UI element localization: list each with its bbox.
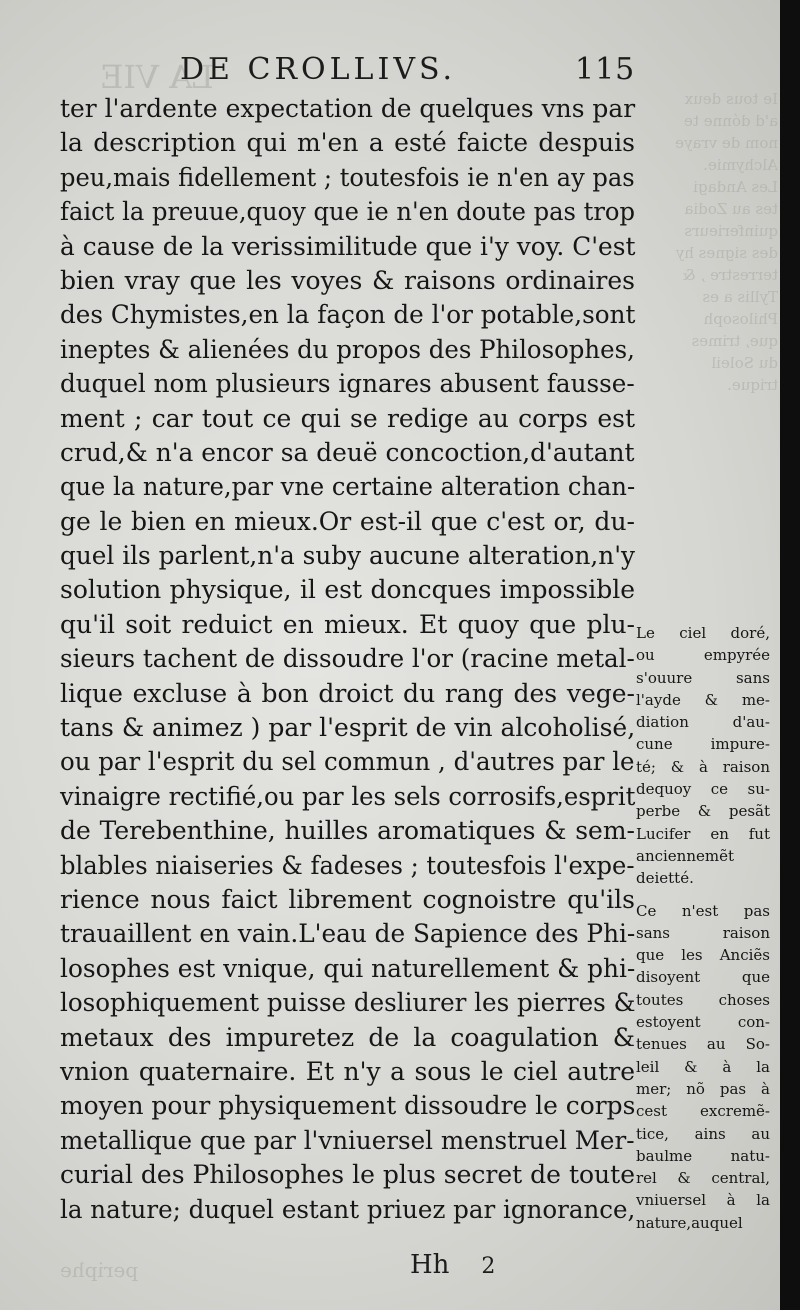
text-line: ter l'ardente expectation de quelques vns par <box>60 94 636 123</box>
text-line: metaux des impuretez de la coagulation & <box>60 1022 635 1052</box>
margin-note-line: Ce n'est pas <box>636 901 770 920</box>
margin-note-line: nature,auquel <box>636 1213 743 1232</box>
text-line: sieurs tachent de dissoudre l'or (racine metal- <box>60 644 635 674</box>
text-line: tans & animez ) par l'esprit de vin alcoholisé, <box>60 713 636 743</box>
text-line: vnion quaternaire. Et n'y a sous le ciel autre <box>60 1056 635 1086</box>
text-line: ineptes & alienées du propos des Philosophes, <box>60 334 635 364</box>
margin-note-line: mer; nõ pas à <box>636 1079 770 1098</box>
margin-note-line: s'ouure sans <box>636 668 770 687</box>
margin-note-line: cune impure- <box>636 735 770 754</box>
page-number: 115 <box>575 52 636 87</box>
margin-note-line: deietté. <box>636 869 694 888</box>
text-line: losophiquement puisse desliurer les pierres & <box>60 988 636 1018</box>
margin-note-line: que les Anciẽs <box>636 946 770 965</box>
text-line: blables niaiseries & fadeses ; toutesfois l'expe- <box>60 850 635 880</box>
text-line: rience nous faict librement cognoistre qu'ils <box>60 884 635 914</box>
running-header <box>180 52 636 87</box>
margin-note-line: anciennemẽt <box>636 846 735 865</box>
text-line: lique excluse à bon droict du rang des vege- <box>60 678 635 708</box>
margin-note-line: baulme natu- <box>636 1146 770 1165</box>
margin-note-line: vniuersel à la <box>636 1191 770 1210</box>
margin-note <box>636 900 770 1234</box>
margin-note <box>636 622 770 890</box>
margin-note-line: sans raison <box>636 923 770 942</box>
margin-note-line: perbe & pesãt <box>636 802 770 821</box>
text-line: moyen pour physiquement dissoudre le corps <box>60 1091 636 1121</box>
show-through-heading: LA VIE <box>100 58 214 96</box>
show-through-text: Ie tous deux a'd dónne te nom de vraye Alchymie. Les Andagi tes au Zodia quinferieurs des signes hy terrestre , & Tyllis a es Philosoph que, trimes du Soleil trique. <box>675 90 778 394</box>
text-line: ment ; car tout ce qui se redige au corps est <box>60 403 635 433</box>
text-line: curial des Philosophes le plus secret de toute <box>60 1160 635 1190</box>
margin-note-line: Le ciel doré, <box>636 624 770 642</box>
margin-note-line: estoyent con- <box>636 1013 770 1032</box>
text-line: peu,mais fidellement ; toutesfois ie n'en ay pas <box>60 162 635 192</box>
margin-note-line: rel & central, <box>636 1169 770 1188</box>
header-title: DE CROLLIVS. <box>180 52 457 87</box>
margin-note-line: diation d'au- <box>636 713 770 732</box>
text-line: qu'il soit reduict en mieux. Et quoy que plu- <box>60 609 635 639</box>
text-line: de Terebenthine, huilles aromatiques & sem- <box>60 816 635 846</box>
text-line: vinaigre rectifié,ou par les sels corrosifs,esprit <box>60 781 636 811</box>
margin-note-line: ou empyrée <box>636 646 770 665</box>
text-line: bien vray que les voyes & raisons ordinaires <box>60 265 635 295</box>
margin-note-line: dequoy ce su- <box>636 780 770 799</box>
margin-note-line: leil & à la <box>636 1057 770 1076</box>
main-text-block <box>60 92 635 1227</box>
page-edge-shadow <box>780 0 800 1310</box>
margin-note-line: tice, ains au <box>636 1124 770 1143</box>
margin-note-line: té; & à raison <box>636 757 770 776</box>
signature-number: 2 <box>481 1254 496 1279</box>
text-line: trauaillent en vain.L'eau de Sapience des Phi- <box>60 919 636 949</box>
text-line: metallique que par l'vniuersel menstruel Mer- <box>60 1125 635 1155</box>
margin-note-line: l'ayde & me- <box>636 690 770 709</box>
signature-mark <box>410 1250 495 1280</box>
text-line: faict la preuue,quoy que ie n'en doute pas trop <box>60 197 635 227</box>
margin-note-line: cest excremẽ- <box>636 1102 770 1121</box>
margin-note-line: disoyent que <box>636 968 770 987</box>
marginal-notes <box>636 622 770 1244</box>
text-line: la description qui m'en a esté faicte despuis <box>60 128 635 158</box>
show-through-footer: periphe <box>60 1258 139 1282</box>
text-line: ge le bien en mieux.Or est-il que c'est or, du- <box>60 506 635 536</box>
text-line: duquel nom plusieurs ignares abusent fausse- <box>60 369 635 399</box>
text-line: solution physique, il est doncques impossible <box>60 575 635 605</box>
text-line: des Chymistes,en la façon de l'or potable,sont <box>60 300 636 330</box>
text-line: ou par l'esprit du sel commun , d'autres par le <box>60 747 635 777</box>
text-line: quel ils parlent,n'a suby aucune alteration,n'y <box>60 541 635 571</box>
margin-note-line: toutes choses <box>636 990 770 1009</box>
text-line: la nature; duquel estant priuez par ignorance, <box>60 1194 636 1224</box>
margin-note-line: tenues au So- <box>636 1035 770 1054</box>
text-line: crud,& n'a encor sa deuë concoction,d'autant <box>60 437 635 467</box>
text-line: losophes est vnique, qui naturellement & phi- <box>60 953 636 983</box>
text-line: que la nature,par vne certaine alteration chan- <box>60 472 636 502</box>
text-line: à cause de la verissimilitude que i'y voy. C'est <box>60 231 636 261</box>
margin-note-line: Lucifer en fut <box>636 824 770 843</box>
signature-letters: Hh <box>410 1250 450 1280</box>
